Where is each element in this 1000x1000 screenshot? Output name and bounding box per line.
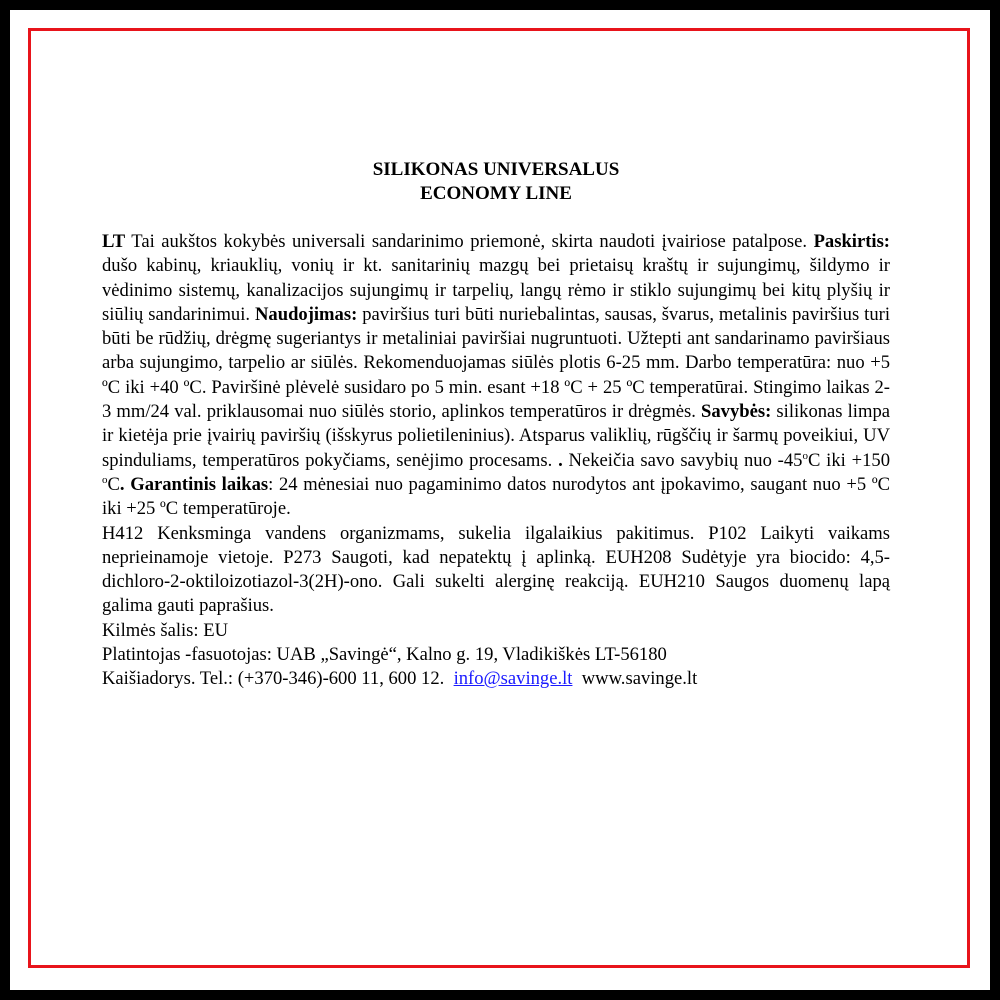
savybes-text: silikonas limpa ir kietėja prie įvairių paviršių (išskyrus polietileninius). Atsparus valiklių, rūgščių ir šarmų poveikiui, UV spinduliams, temperatūros pokyčiams, senėjimo procesams. <box>102 401 890 471</box>
range-text-a: Nekeičia savo savybių nuo -45 <box>562 449 803 471</box>
naudojimas-text: paviršius turi būti nuriebalintas, sausas, švarus, metalinis paviršius turi būti be rūdžių, drėgmę sugeriantys ir metaliniai paviršiai nugruntuoti. Užtepti ant sandarinamo paviršiaus arba sujungimo, tarpelio ar siūlės. Rekomenduojamas siūlės plotis 6-25 mm. Darbo temperatūra: nuo +5 ºC iki +40 ºC. Paviršinė plėvelė susidaro po 5 min. esant +18 ºC + 25 ºC temperatūrai. Stingimo laikas 2-3 mm/24 val. priklausomai nuo siūlės storio, aplinkos temperatūros ir drėgmės. <box>102 303 890 423</box>
naudojimas-label: Naudojimas: <box>255 303 358 325</box>
range-text-c: C <box>107 473 120 495</box>
bold-dot-2: . <box>119 473 125 495</box>
range-text-b: C iki +150 <box>807 449 890 471</box>
language-code: LT <box>102 231 126 252</box>
product-title <box>102 158 890 206</box>
title-line-1: SILIKONAS UNIVERSALUS <box>372 159 620 180</box>
degree-sup-1: o <box>802 449 808 462</box>
bold-dot: . <box>558 449 563 471</box>
distributor-line-2 <box>102 667 890 691</box>
website-text: www.savinge.lt <box>572 668 698 690</box>
distributor-line-1: Platintojas -fasuotojas: UAB „Savingė“, Kalno g. 19, Vladikiškės LT-56180 <box>102 644 667 666</box>
label-content <box>102 158 890 692</box>
paskirtis-text: dušo kabinų, kriauklių, vonių ir kt. sanitarinių mazgų bei prietaisų kraštų ir sujungimų, šildymo ir vėdinimo sistemų, kanalizacijos sujungimų ir tarpelių, langų rėmo ir stiklo sujungimų bei kitų plyšių ir siūlių sandarinimui. <box>102 255 890 325</box>
contact-text: Kaišiadorys. Tel.: (+370-346)-600 11, 600 12. <box>102 668 454 690</box>
title-line-2: ECONOMY LINE <box>420 183 572 204</box>
intro-text: Tai aukštos kokybės universali sandarinimo priemonė, skirta naudoti įvairiose patalpose. <box>125 231 814 252</box>
description-paragraph <box>102 230 890 522</box>
paskirtis-label: Paskirtis: <box>813 231 890 252</box>
origin-line: Kilmės šalis: EU <box>102 619 229 641</box>
savybes-label: Savybės: <box>701 401 772 423</box>
garantinis-label: Garantinis laikas <box>130 473 269 495</box>
email-link[interactable]: info@savinge.lt <box>453 668 573 690</box>
hazard-paragraph: H412 Kenksminga vandens organizmams, sukelia ilgalaikius pakitimus. P102 Laikyti vaikams neprieinamoje vietoje. P273 Saugoti, kad nepatektų į aplinką. EUH208 Sudėtyje yra biocido: 4,5-dichloro-2-oktiloizotiazol-3(2H)-ono. Gali sukelti alerginę reakciją. EUH210 Saugos duomenų lapą galima gauti paprašius. <box>102 522 890 617</box>
label-page <box>10 10 990 990</box>
degree-sup-2: o <box>102 473 108 486</box>
garantinis-text: : 24 mėnesiai nuo pagaminimo datos nurodytos ant įpokavimo, saugant nuo +5 ºC iki +25 ºC temperatūroje. <box>102 473 890 520</box>
